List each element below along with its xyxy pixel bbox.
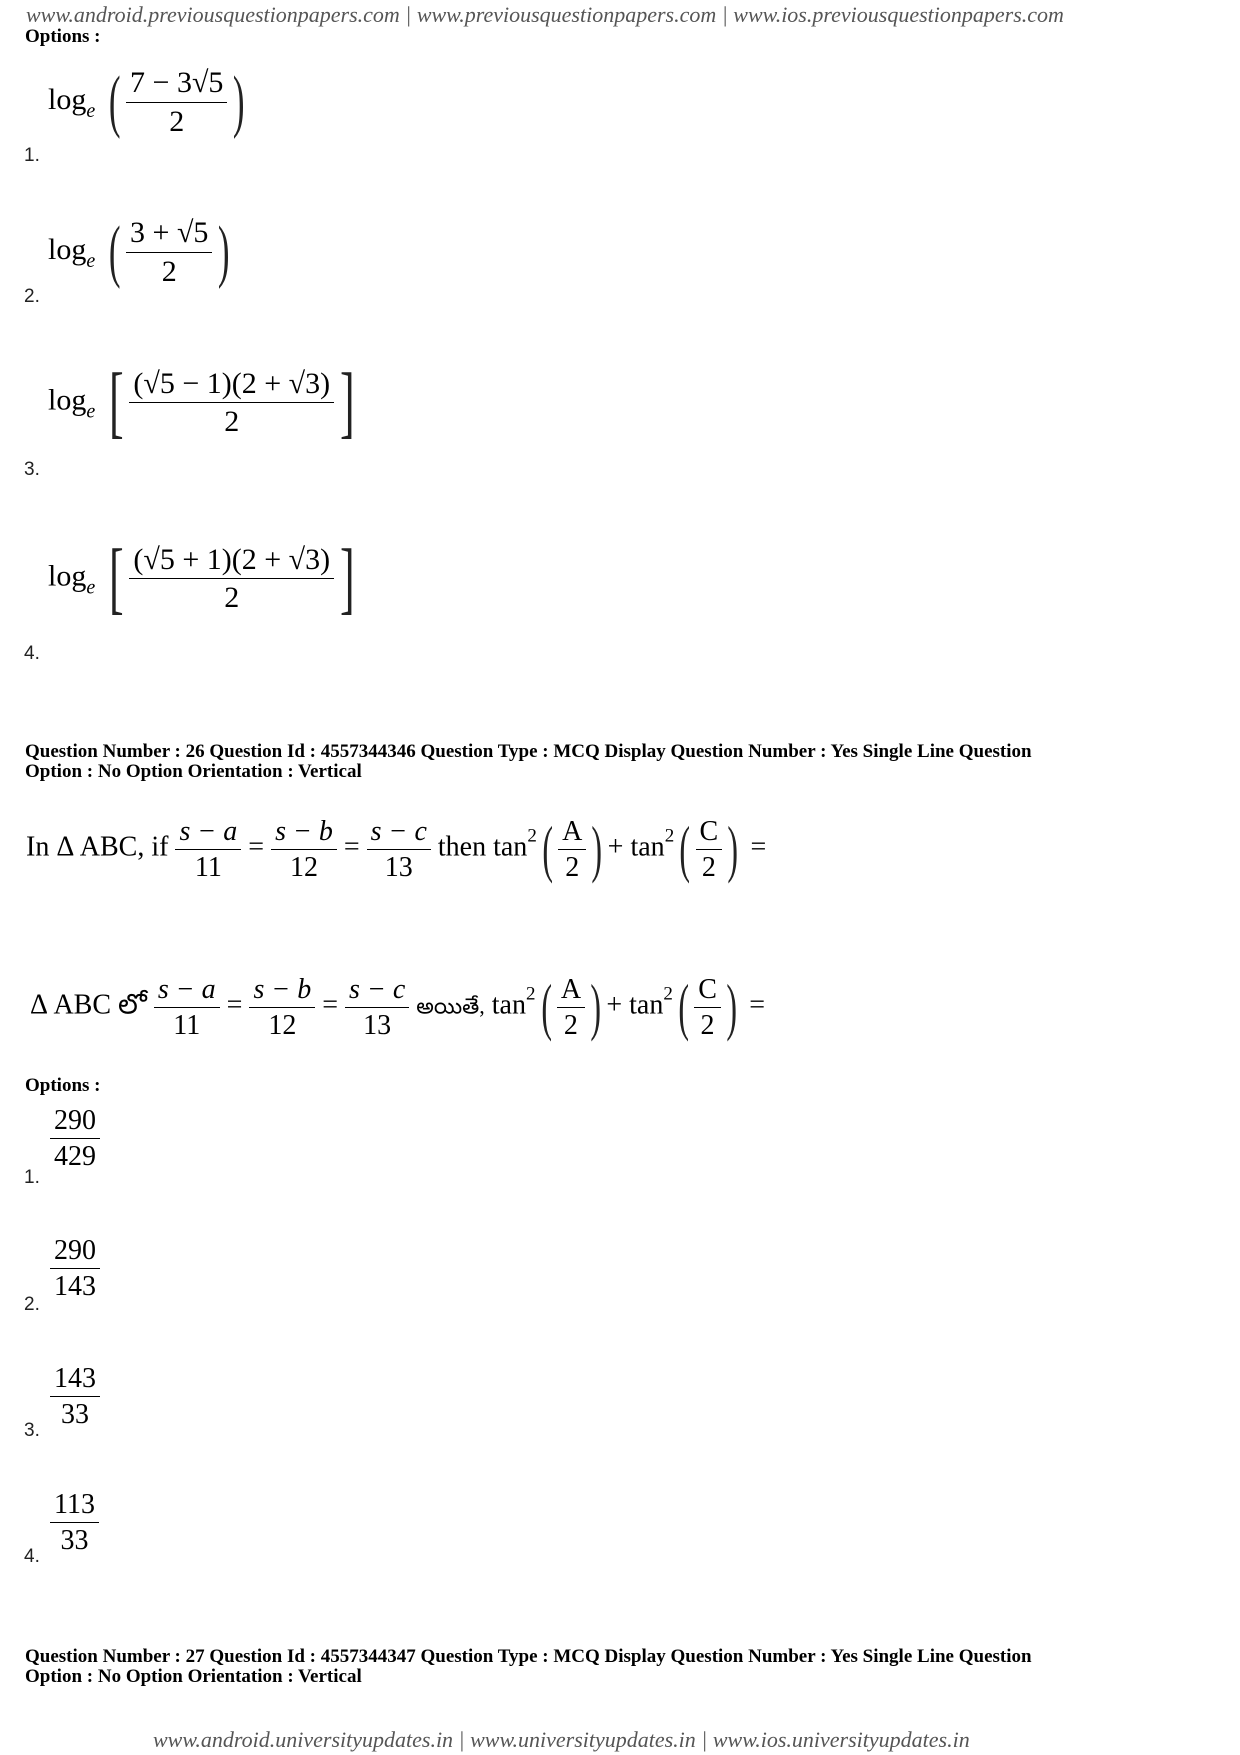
- option-4-expression: $\log_e$ [ $\frac{(√5 + 1)(2 + √3)}{2}$ ]: [48, 534, 355, 622]
- options-label: Options :: [25, 26, 101, 47]
- option-2-expression: $\log_e$ ( $\frac{3 + √5}{2}$ ): [48, 213, 230, 290]
- option-4-number: 4.: [24, 643, 40, 664]
- option-2-number: 2.: [24, 286, 40, 307]
- q26-option-3-number: 3.: [24, 1420, 40, 1441]
- q26-option-2-number: 2.: [24, 1294, 40, 1315]
- question-26-english: In Δ ABC, if $\frac{s - a}{11}$ = $\frac{s - b}{12}$ = $\frac{s - c}{13}$ then $\tan^2$( $\frac{A}{2}$ ) + $\tan^2$( $\frac{C}{2}$ ) =: [26, 813, 767, 884]
- q26-option-4-number: 4.: [24, 1546, 40, 1567]
- q26-option-1-number: 1.: [24, 1167, 40, 1188]
- q26-option-4-value: $\frac{113}{33}$: [50, 1487, 99, 1558]
- q26-option-1-value: $\frac{290}{429}$: [50, 1103, 100, 1174]
- option-1-number: 1.: [24, 145, 40, 166]
- page-header-watermark: www.android.previousquestionpapers.com | www.previousquestionpapers.com | www.ios.previousquestionpapers.com: [26, 2, 1064, 27]
- question-26-telugu: Δ ABC లో $\frac{s - a}{11}$ = $\frac{s - b}{12}$ = $\frac{s - c}{13}$ అయితే, $\tan^2$( $\frac{A}{2}$ ) + $\tan^2$( $\frac{C}{2}$ ) =: [30, 971, 765, 1042]
- option-3-expression: $\log_e$ [ $\frac{(√5 - 1)(2 + √3)}{2}$ ]: [48, 358, 355, 446]
- question-27-meta: Question Number : 27 Question Id : 4557344347 Question Type : MCQ Display Question Number : Yes Single Line Question Option : No Option Orientation : Vertical: [25, 1646, 1032, 1687]
- q26-option-3-value: $\frac{143}{33}$: [50, 1361, 100, 1432]
- option-3-number: 3.: [24, 459, 40, 480]
- option-1-expression: $\log_e$ ( $\frac{7 - 3√5}{2}$ ): [48, 63, 245, 140]
- q26-options-label: Options :: [25, 1075, 101, 1096]
- page-footer-watermark: www.android.universityupdates.in | www.universityupdates.in | www.ios.universityupdates.in: [153, 1727, 970, 1752]
- question-26-meta: Question Number : 26 Question Id : 4557344346 Question Type : MCQ Display Question Number : Yes Single Line Question Option : No Option Orientation : Vertical: [25, 741, 1032, 782]
- q26-option-2-value: $\frac{290}{143}$: [50, 1233, 100, 1304]
